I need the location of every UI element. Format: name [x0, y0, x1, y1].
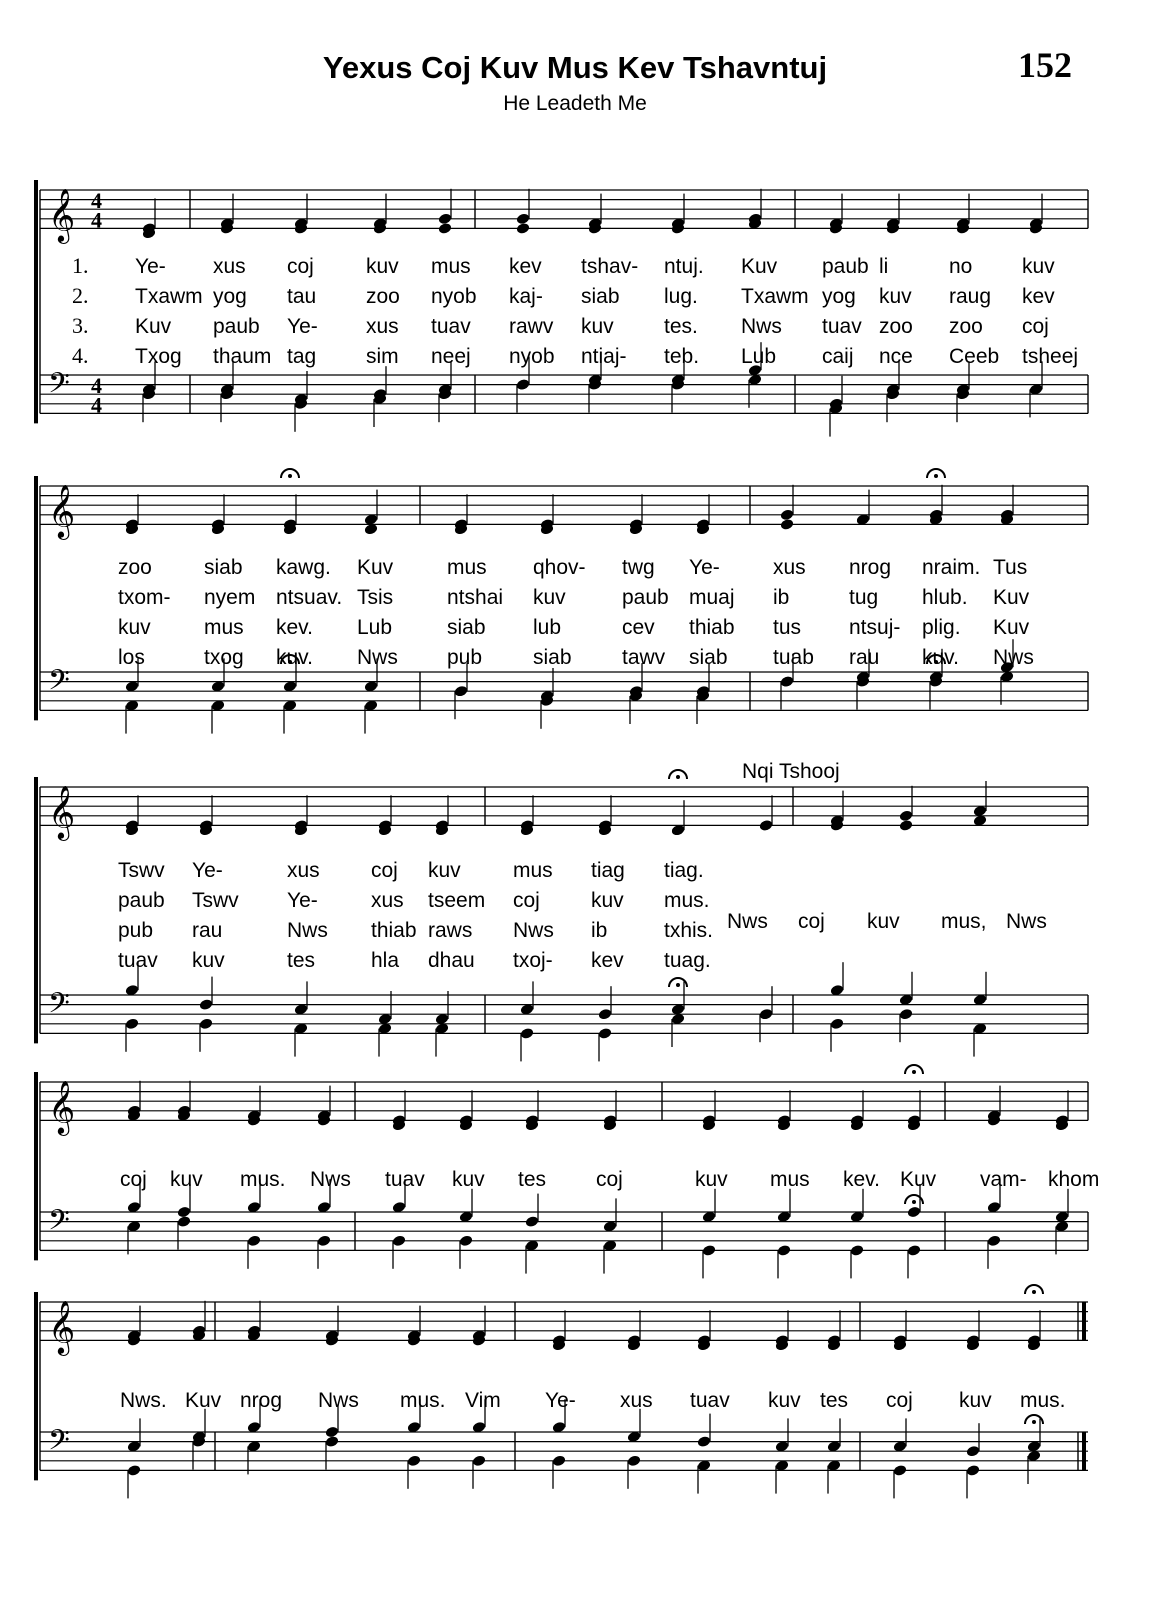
bass-note: [520, 1027, 535, 1040]
lyric-syllable: kuv: [695, 1168, 728, 1191]
bass-clef-icon: 𝄢: [48, 1424, 70, 1465]
time-signature: 4: [91, 207, 102, 233]
lyric-syllable: Vim: [465, 1389, 501, 1412]
lyric-syllable: los: [118, 646, 145, 669]
lyric-syllable: li: [879, 255, 889, 278]
bass-note: [177, 1215, 192, 1228]
refrain-lyric-syllable: kuv: [867, 910, 900, 933]
lyric-syllable: twg: [622, 556, 655, 579]
fermata-icon: [676, 775, 680, 779]
lyric-syllable: xus: [366, 315, 399, 338]
lyric-syllable: Txawm: [135, 285, 203, 308]
lyric-syllable: tseem: [428, 889, 486, 912]
lyric-syllable: Ye-: [135, 255, 166, 278]
lyric-syllable: tuag.: [664, 949, 711, 972]
lyric-syllable: dhau: [428, 949, 475, 972]
lyric-syllable: txhis.: [664, 919, 714, 942]
bass-note: [702, 1244, 717, 1257]
refrain-lyric-syllable: Nws: [727, 910, 768, 933]
bass-note: [850, 1244, 865, 1257]
treble-clef-icon: 𝄞: [48, 187, 76, 242]
lyric-syllable: mus.: [664, 889, 710, 912]
lyric-syllable: tuav: [431, 315, 471, 338]
lyric-syllable: tiag: [591, 859, 625, 882]
lyric-syllable: kuv: [581, 315, 614, 338]
lyric-syllable: mus: [447, 556, 487, 579]
refrain-lyric-syllable: mus,: [941, 910, 987, 933]
refrain-lyric-syllable: Nws: [1006, 910, 1047, 933]
treble-note: [759, 819, 774, 832]
verse-number: 2.: [72, 283, 89, 308]
lyric-syllable: tshav-: [581, 255, 639, 278]
bass-clef-icon: 𝄢: [48, 664, 70, 705]
lyric-syllable: siab: [581, 285, 620, 308]
lyric-syllable: Tswv: [192, 889, 239, 912]
lyric-syllable: tes: [287, 949, 316, 972]
lyric-syllable: Ye-: [287, 889, 318, 912]
lyric-syllable: Tus: [993, 556, 1028, 579]
lyric-syllable: coj: [513, 889, 540, 912]
lyric-syllable: teb.: [664, 345, 700, 368]
lyric-syllable: paub: [213, 315, 260, 338]
bass-note: [525, 1215, 540, 1228]
fermata-icon: [676, 983, 680, 987]
lyric-syllable: mus: [431, 255, 471, 278]
lyric-syllable: kuv.: [922, 646, 959, 669]
lyric-syllable: zoo: [949, 315, 983, 338]
lyric-syllable: Lub: [741, 345, 777, 368]
lyric-syllable: coj: [120, 1168, 147, 1191]
bass-note: [392, 1234, 407, 1247]
fermata-icon: [934, 474, 938, 478]
lyric-syllable: nyem: [204, 586, 256, 609]
lyric-syllable: yog: [822, 285, 856, 308]
lyric-syllable: raws: [428, 919, 473, 942]
fermata-icon: [1032, 1290, 1036, 1294]
lyric-syllable: Nws: [357, 646, 398, 669]
lyric-syllable: Nws: [993, 646, 1034, 669]
lyric-syllable: caij: [822, 345, 854, 368]
lyric-syllable: tuab: [773, 646, 814, 669]
lyric-syllable: txom-: [118, 586, 171, 609]
lyric-syllable: nyob: [431, 285, 477, 308]
lyric-syllable: raug: [949, 285, 992, 308]
lyric-syllable: kuv: [533, 586, 566, 609]
lyric-syllable: xus: [773, 556, 806, 579]
lyric-syllable: lub: [533, 616, 562, 639]
lyric-syllable: ib: [773, 586, 790, 609]
lyric-syllable: coj: [886, 1389, 913, 1412]
lyric-syllable: lug.: [664, 285, 698, 308]
bass-note: [893, 1464, 908, 1477]
bass-note: [125, 1017, 140, 1030]
refrain-mark: Nqi Tshooj: [742, 760, 840, 783]
bass-note: [966, 1445, 981, 1458]
fermata-icon: [1032, 1420, 1036, 1424]
lyric-syllable: Txawm: [741, 285, 809, 308]
bass-note: [830, 1017, 845, 1030]
lyric-syllable: mus.: [400, 1389, 446, 1412]
lyric-syllable: hla: [371, 949, 400, 972]
verse-number: 3.: [72, 313, 89, 338]
bass-note: [780, 675, 795, 688]
bass-note: [454, 685, 469, 698]
lyric-syllable: kuv.: [276, 646, 313, 669]
lyric-syllable: siab: [204, 556, 243, 579]
lyric-syllable: siab: [689, 646, 728, 669]
lyric-syllable: kuv: [1022, 255, 1055, 278]
lyric-syllable: Ye-: [689, 556, 720, 579]
time-signature: 4: [91, 373, 102, 399]
treble-note: [516, 212, 531, 225]
lyric-syllable: ntiaj-: [581, 345, 627, 368]
lyric-syllable: paub: [622, 586, 669, 609]
fermata-icon: [288, 474, 292, 478]
bass-note: [899, 1008, 914, 1021]
time-signature: 4: [91, 392, 102, 418]
treble-clef-icon: 𝄞: [48, 1299, 76, 1354]
lyric-syllable: ntsuav.: [276, 586, 343, 609]
lyric-syllable: ntsuj-: [849, 616, 901, 639]
lyric-syllable: thiab: [371, 919, 417, 942]
lyric-syllable: Nws: [318, 1389, 359, 1412]
lyric-syllable: mus: [513, 859, 553, 882]
lyric-syllable: plig.: [922, 616, 961, 639]
lyric-syllable: kuv: [591, 889, 624, 912]
lyric-syllable: zoo: [366, 285, 400, 308]
lyric-syllable: Nws: [310, 1168, 351, 1191]
treble-note: [780, 518, 795, 531]
lyric-syllable: kuv: [118, 616, 151, 639]
lyric-syllable: nce: [879, 345, 913, 368]
lyric-syllable: tuav: [118, 949, 158, 972]
lyric-syllable: vam-: [980, 1168, 1027, 1191]
bass-note: [627, 1454, 642, 1467]
lyric-syllable: kuv: [959, 1389, 992, 1412]
bass-note: [598, 1008, 613, 1021]
lyric-syllable: siab: [447, 616, 486, 639]
lyric-syllable: Nws: [741, 315, 782, 338]
lyric-syllable: coj: [1022, 315, 1049, 338]
bass-note: [777, 1244, 792, 1257]
lyric-syllable: kawg.: [276, 556, 331, 579]
treble-clef-icon: 𝄞: [48, 1079, 76, 1134]
bass-note: [407, 1454, 422, 1467]
lyric-syllable: nraim.: [922, 556, 981, 579]
bass-note: [199, 1017, 214, 1030]
lyric-syllable: kuv: [452, 1168, 485, 1191]
verse-number: 4.: [72, 343, 89, 368]
bass-note: [247, 1234, 262, 1247]
bass-note: [127, 1464, 142, 1477]
treble-note: [899, 819, 914, 832]
lyric-syllable: Ye-: [192, 859, 223, 882]
lyric-syllable: nyob: [509, 345, 555, 368]
bass-clef-icon: 𝄢: [48, 367, 70, 408]
lyric-syllable: Kuv: [993, 586, 1030, 609]
lyric-syllable: hlub.: [922, 586, 968, 609]
lyric-syllable: mus: [204, 616, 244, 639]
lyric-syllable: Nws: [287, 919, 328, 942]
lyric-syllable: kev: [591, 949, 624, 972]
hymn-number: 152: [1018, 45, 1072, 85]
lyric-syllable: kuv: [170, 1168, 203, 1191]
bass-note: [177, 1206, 192, 1219]
lyric-syllable: ntshai: [447, 586, 504, 609]
treble-note: [438, 212, 453, 225]
lyric-syllable: kaj-: [509, 285, 543, 308]
lyric-syllable: pub: [118, 919, 154, 942]
lyric-syllable: kev: [1022, 285, 1055, 308]
lyric-syllable: Tsis: [357, 586, 394, 609]
lyric-syllable: tiag.: [664, 859, 704, 882]
lyric-syllable: xus: [213, 255, 246, 278]
lyric-syllable: Tswv: [118, 859, 165, 882]
bass-clef-icon: 𝄢: [48, 1204, 70, 1245]
lyric-syllable: ib: [591, 919, 608, 942]
lyric-syllable: cev: [622, 616, 655, 639]
lyric-syllable: tes: [820, 1389, 849, 1412]
treble-clef-icon: 𝄞: [48, 784, 76, 839]
lyric-syllable: xus: [620, 1389, 653, 1412]
lyric-syllable: Nws: [513, 919, 554, 942]
lyric-syllable: tes: [518, 1168, 547, 1191]
lyric-syllable: nrog: [240, 1389, 283, 1412]
lyric-syllable: tug: [849, 586, 879, 609]
lyric-syllable: rau: [192, 919, 223, 942]
lyric-syllable: kuv: [366, 255, 399, 278]
fermata-icon: [912, 1200, 916, 1204]
lyric-syllable: no: [949, 255, 973, 278]
lyric-syllable: coj: [371, 859, 398, 882]
lyric-syllable: Kuv: [185, 1389, 222, 1412]
lyric-syllable: rau: [849, 646, 880, 669]
bass-note: [759, 1008, 774, 1021]
lyric-syllable: paub: [822, 255, 869, 278]
bass-note: [472, 1454, 487, 1467]
lyric-syllable: kev: [509, 255, 542, 278]
lyric-syllable: Ye-: [287, 315, 318, 338]
treble-note: [899, 809, 914, 822]
time-signature: 4: [91, 188, 102, 214]
lyric-syllable: Nws.: [120, 1389, 167, 1412]
verse-number: 1.: [72, 253, 89, 278]
lyric-syllable: tuav: [385, 1168, 425, 1191]
lyric-syllable: Kuv: [135, 315, 172, 338]
bass-note: [459, 1234, 474, 1247]
lyric-syllable: mus.: [1020, 1389, 1066, 1412]
lyric-syllable: mus.: [240, 1168, 286, 1191]
lyric-syllable: thiab: [689, 616, 735, 639]
lyric-syllable: zoo: [118, 556, 152, 579]
lyric-syllable: tau: [287, 285, 317, 308]
bass-clef-icon: 𝄢: [48, 987, 70, 1028]
lyric-syllable: Kuv: [741, 255, 778, 278]
bass-note: [598, 1027, 613, 1040]
lyric-syllable: muaj: [689, 586, 735, 609]
bass-note: [325, 1435, 340, 1448]
lyric-syllable: neej: [431, 345, 471, 368]
lyric-syllable: tag: [287, 345, 317, 368]
lyric-syllable: tuav: [822, 315, 862, 338]
lyric-syllable: tawv: [622, 646, 666, 669]
treble-clef-icon: 𝄞: [48, 483, 76, 538]
lyric-syllable: Lub: [357, 616, 393, 639]
lyric-syllable: khom: [1048, 1168, 1100, 1191]
lyric-syllable: yog: [213, 285, 247, 308]
bass-note: [697, 1435, 712, 1448]
lyric-syllable: qhov-: [533, 556, 586, 579]
lyric-syllable: Ye-: [545, 1389, 576, 1412]
lyric-syllable: tus: [773, 616, 802, 639]
lyric-syllable: zoo: [879, 315, 913, 338]
lyric-syllable: kuv: [768, 1389, 801, 1412]
bass-note: [199, 998, 214, 1011]
lyric-syllable: txog: [204, 646, 244, 669]
lyric-syllable: txoj-: [513, 949, 553, 972]
bass-note: [966, 1464, 981, 1477]
lyric-syllable: pub: [447, 646, 483, 669]
lyric-syllable: tuav: [690, 1389, 730, 1412]
lyric-syllable: thaum: [213, 345, 272, 368]
lyric-syllable: tsheej: [1022, 345, 1079, 368]
refrain-lyric-syllable: coj: [798, 910, 825, 933]
lyric-syllable: kuv: [428, 859, 461, 882]
lyric-syllable: mus: [770, 1168, 810, 1191]
treble-note: [438, 222, 453, 235]
lyric-syllable: Kuv: [357, 556, 394, 579]
lyric-syllable: sim: [366, 345, 399, 368]
bass-note: [516, 378, 531, 391]
lyric-syllable: kev.: [843, 1168, 880, 1191]
lyric-syllable: ntuj.: [664, 255, 704, 278]
bass-note: [907, 1244, 922, 1257]
lyric-syllable: xus: [371, 889, 404, 912]
lyric-syllable: paub: [118, 889, 165, 912]
lyric-syllable: kuv: [192, 949, 225, 972]
bass-note: [325, 1426, 340, 1439]
treble-note: [516, 222, 531, 235]
lyric-syllable: coj: [287, 255, 314, 278]
hymn-title: Yexus Coj Kuv Mus Kev Tshavntuj: [322, 50, 828, 85]
fermata-icon: [912, 1070, 916, 1074]
bass-note: [987, 1234, 1002, 1247]
lyric-syllable: kev.: [276, 616, 313, 639]
hymn-subtitle: He Leadeth Me: [503, 92, 647, 115]
lyric-syllable: kuv: [879, 285, 912, 308]
lyric-syllable: rawv: [509, 315, 554, 338]
lyric-syllable: Kuv: [993, 616, 1030, 639]
lyric-syllable: Ceeb: [949, 345, 1000, 368]
lyric-syllable: nrog: [849, 556, 892, 579]
lyric-syllable: Txog: [135, 345, 182, 368]
bass-note: [552, 1454, 567, 1467]
treble-note: [780, 508, 795, 521]
lyric-syllable: tes.: [664, 315, 698, 338]
lyric-syllable: Kuv: [900, 1168, 937, 1191]
lyric-syllable: xus: [287, 859, 320, 882]
lyric-syllable: siab: [533, 646, 572, 669]
bass-note: [907, 1206, 922, 1219]
bass-note: [317, 1234, 332, 1247]
lyric-syllable: coj: [596, 1168, 623, 1191]
